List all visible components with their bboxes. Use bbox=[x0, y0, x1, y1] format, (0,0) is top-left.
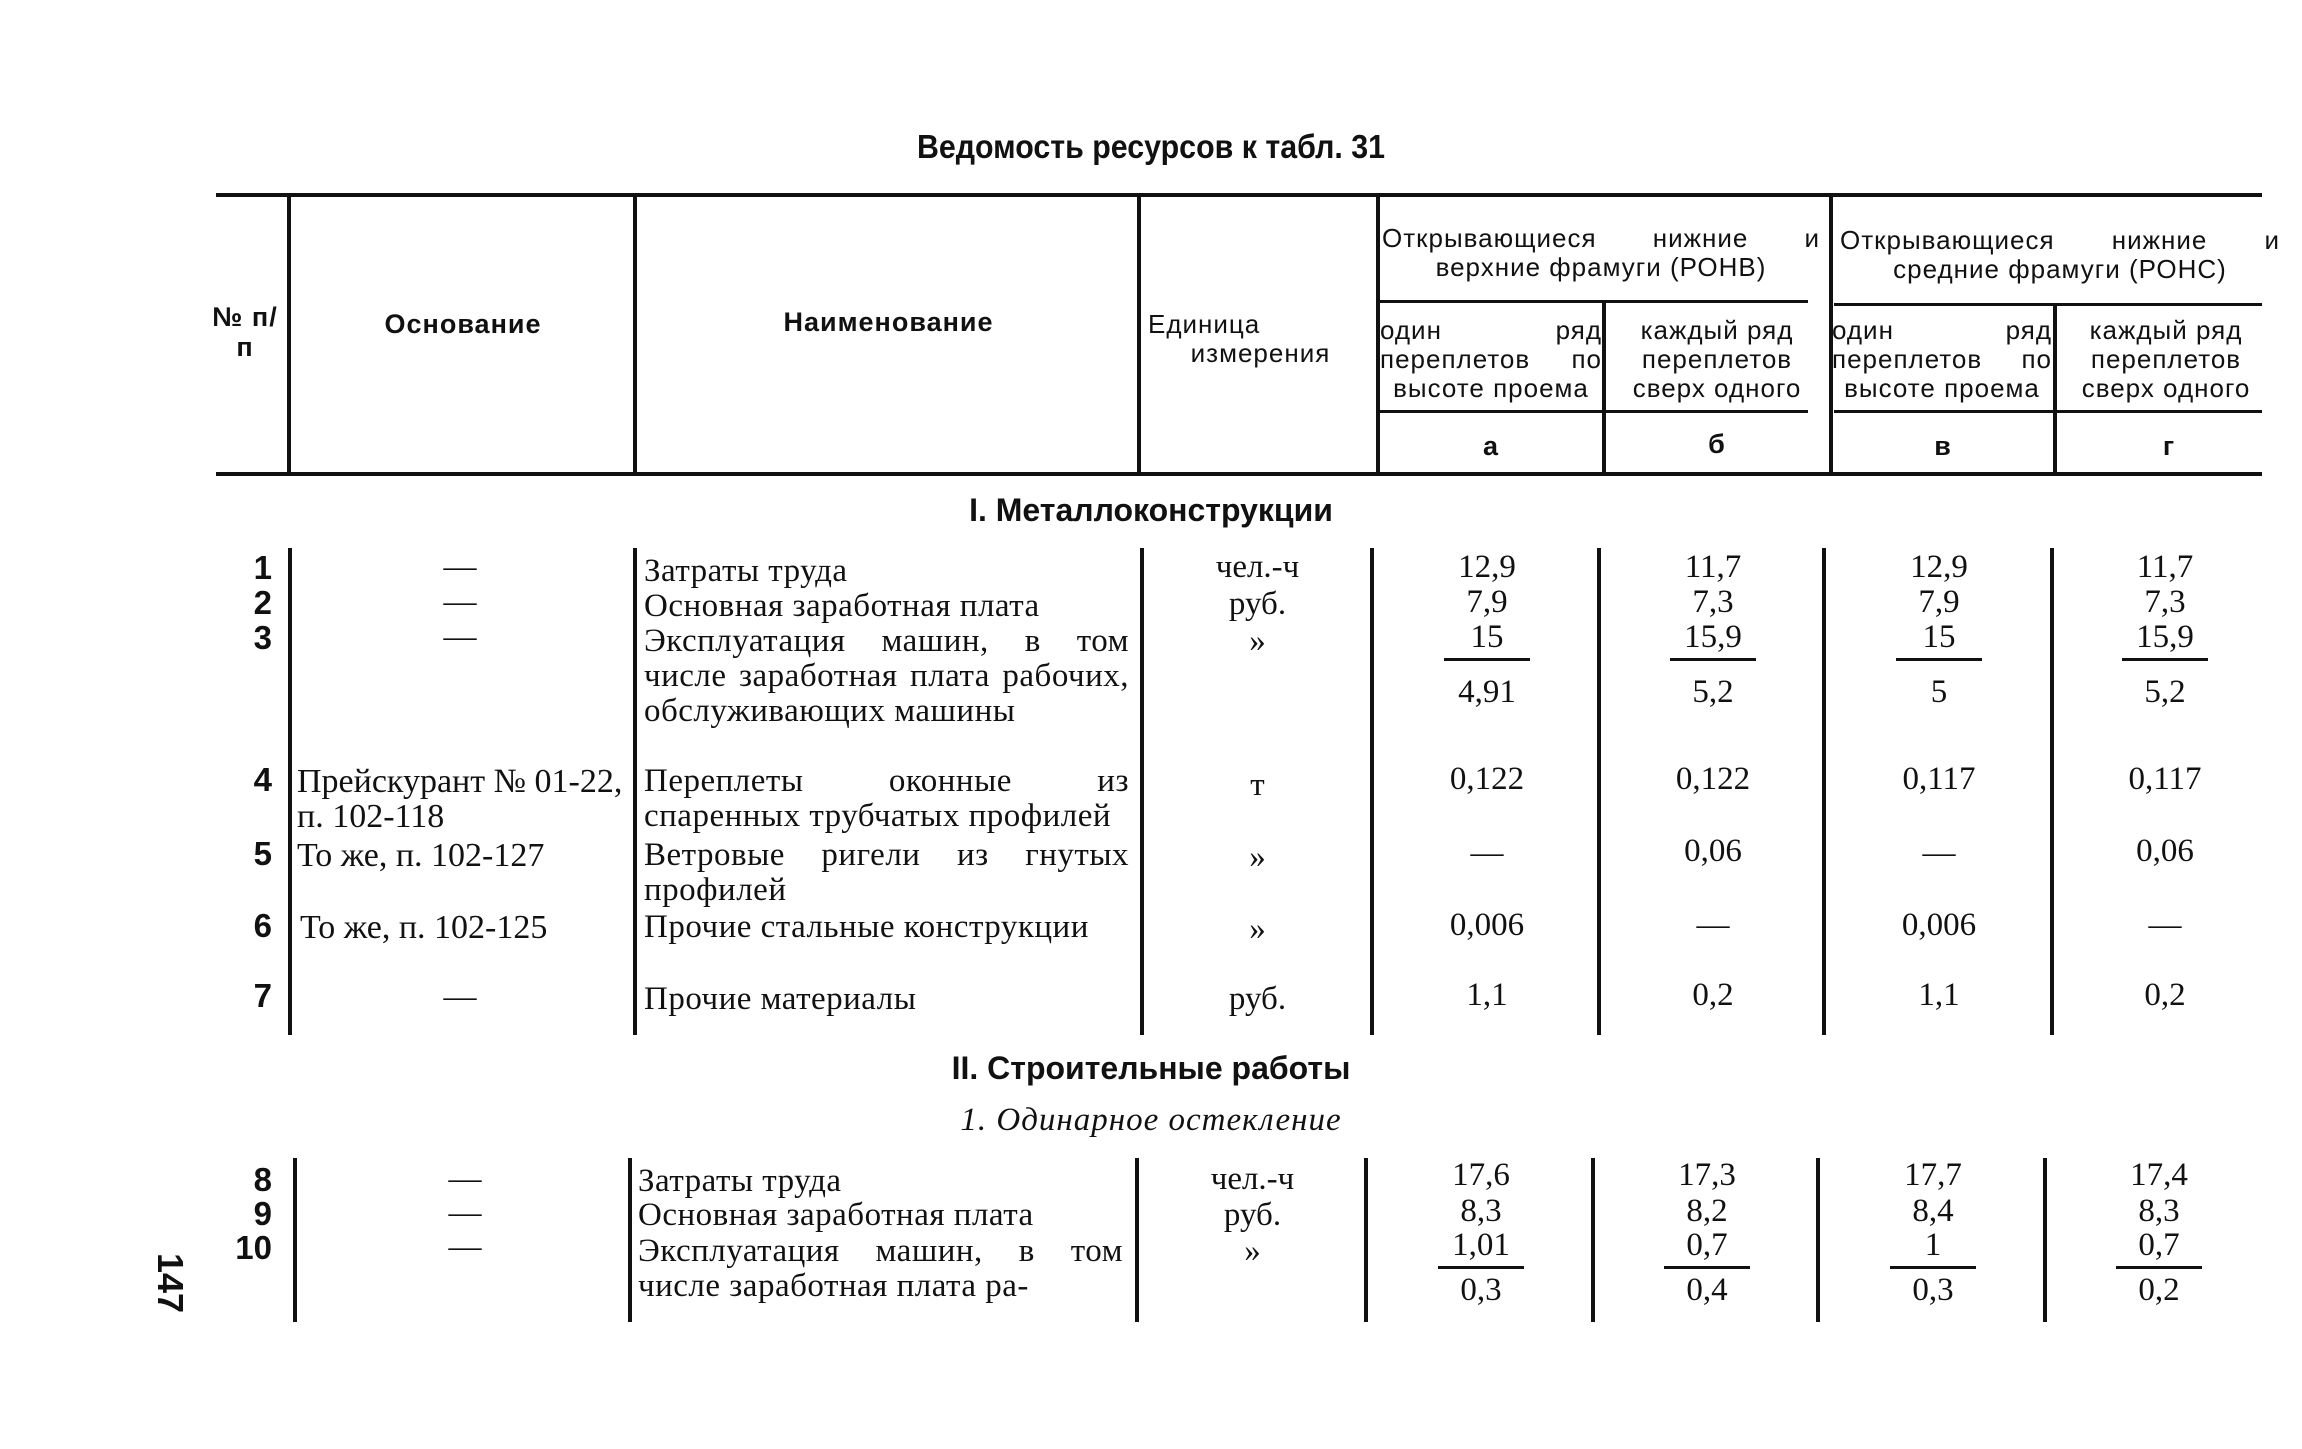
table-cell-basis: — bbox=[448, 1229, 482, 1265]
table-row-num: 4 bbox=[253, 761, 272, 798]
header-col-c: в bbox=[1934, 431, 1952, 461]
table-cell-basis: То же, п. 102-125 bbox=[300, 909, 548, 946]
table-cell-unit: т bbox=[1250, 767, 1265, 803]
table-cell-unit: руб. bbox=[1228, 981, 1287, 1017]
table-cell-a: 0,006 bbox=[1449, 907, 1525, 943]
fraction-numerator: 15 bbox=[1922, 619, 1956, 655]
section-2-title: II. Строительные работы bbox=[951, 1050, 1351, 1086]
fraction-denominator: 0,3 bbox=[1460, 1272, 1502, 1308]
table-cell-unit: » bbox=[1249, 623, 1266, 659]
fraction-denominator: 0,3 bbox=[1912, 1272, 1954, 1308]
table-cell-unit: чел.-ч bbox=[1210, 1161, 1295, 1197]
table-cell-a-fraction bbox=[1376, 620, 1598, 710]
table-row-num: 2 bbox=[253, 584, 272, 621]
table-cell-d: 8,3 bbox=[2138, 1193, 2180, 1229]
fraction-bar bbox=[1438, 1266, 1524, 1269]
fraction-bar bbox=[2122, 658, 2208, 661]
table-cell-b-fraction bbox=[1602, 620, 1824, 710]
table-cell-a: 1,1 bbox=[1466, 977, 1508, 1013]
fraction-denominator: 5,2 bbox=[1692, 674, 1734, 710]
table-cell-basis: То же, п. 102-127 bbox=[297, 837, 545, 874]
table-cell-a: 0,122 bbox=[1449, 761, 1525, 797]
table-cell-name: Прочие стальные конструкции bbox=[644, 909, 1089, 945]
table-cell-name: Основная заработная плата bbox=[644, 588, 1040, 624]
fraction-numerator: 1,01 bbox=[1452, 1227, 1510, 1263]
table-cell-c: 7,9 bbox=[1918, 584, 1960, 620]
s1-vline-3 bbox=[1140, 548, 1144, 1035]
table-cell-name: Переплеты оконные из спаренных трубчатых профилей bbox=[644, 763, 1129, 834]
s2-vline-3 bbox=[1135, 1158, 1139, 1322]
fraction-bar bbox=[1890, 1266, 1976, 1269]
header-sub-c: один ряд переплетов по высоте проема bbox=[1832, 315, 2052, 403]
table-row-num: 10 bbox=[235, 1229, 272, 1266]
header-sub-a: один ряд переплетов по высоте проема bbox=[1380, 315, 1602, 403]
header-num: № п/п bbox=[212, 302, 278, 362]
table-cell-d: 17,4 bbox=[2130, 1157, 2188, 1193]
table-cell-d: — bbox=[2148, 907, 2182, 943]
table-cell-a: 12,9 bbox=[1458, 549, 1516, 585]
table-row-num: 6 bbox=[253, 907, 272, 944]
subheader-rule-1 bbox=[1378, 410, 1808, 413]
table-cell-a-fraction bbox=[1370, 1228, 1592, 1308]
table-row-num: 8 bbox=[253, 1161, 272, 1198]
s1-vline-1 bbox=[288, 548, 292, 1035]
subheader-rule-2 bbox=[1834, 410, 2262, 413]
table-cell-d: 0,117 bbox=[2128, 761, 2202, 797]
section-2-subtitle: 1. Одинарное остекление bbox=[960, 1102, 1342, 1138]
header-name: Наименование bbox=[783, 307, 994, 337]
section-1-title: I. Металлоконструкции bbox=[969, 492, 1333, 528]
fraction-denominator: 0,4 bbox=[1686, 1272, 1728, 1308]
table-cell-d-fraction bbox=[2054, 620, 2276, 710]
fraction-denominator: 5,2 bbox=[2144, 674, 2186, 710]
table-cell-b-fraction bbox=[1596, 1228, 1818, 1308]
table-cell-b: 0,06 bbox=[1684, 833, 1742, 869]
table-row-num: 7 bbox=[253, 977, 272, 1014]
header-sub-d: каждый ряд переплетов сверх одного bbox=[2081, 315, 2251, 403]
header-vline-1 bbox=[287, 197, 291, 472]
fraction-numerator: 0,7 bbox=[2138, 1227, 2180, 1263]
header-group-ronv: Открывающиеся нижние и верхние фрамуги (РОНВ) bbox=[1382, 223, 1820, 282]
table-cell-basis: — bbox=[443, 979, 477, 1015]
table-cell-basis: Прейскурант № 01-22, п. 102-118 bbox=[297, 763, 623, 835]
table-cell-unit: » bbox=[1244, 1233, 1261, 1269]
table-cell-b: 8,2 bbox=[1686, 1193, 1728, 1229]
header-col-b: б bbox=[1708, 429, 1726, 459]
table-cell-unit: » bbox=[1249, 911, 1266, 947]
table-cell-b: — bbox=[1696, 907, 1730, 943]
table-row-num: 5 bbox=[253, 835, 272, 872]
header-basis: Основание bbox=[384, 309, 542, 339]
header-top-rule bbox=[216, 193, 2262, 197]
fraction-numerator: 15 bbox=[1470, 619, 1504, 655]
table-cell-name: Затраты труда bbox=[644, 553, 848, 589]
header-bottom-rule bbox=[216, 472, 2262, 476]
s2-vline-2 bbox=[628, 1158, 632, 1322]
fraction-bar bbox=[1444, 658, 1530, 661]
fraction-denominator: 0,2 bbox=[2138, 1272, 2180, 1308]
table-cell-d: 7,3 bbox=[2144, 584, 2186, 620]
s1-vline-4 bbox=[1370, 548, 1374, 1035]
table-cell-c: 0,006 bbox=[1901, 907, 1977, 943]
table-cell-name: Эксплуатация машин, в том числе заработная плата ра- bbox=[638, 1233, 1123, 1304]
table-cell-b: 17,3 bbox=[1678, 1157, 1736, 1193]
table-cell-d: 0,06 bbox=[2136, 833, 2194, 869]
fraction-numerator: 15,9 bbox=[2136, 619, 2194, 655]
table-row-num: 9 bbox=[253, 1195, 272, 1232]
table-cell-c: 8,4 bbox=[1912, 1193, 1954, 1229]
header-sub-b: каждый ряд переплетов сверх одного bbox=[1632, 315, 1802, 403]
table-cell-name: Прочие материалы bbox=[644, 981, 917, 1017]
fraction-numerator: 15,9 bbox=[1684, 619, 1742, 655]
table-cell-basis: — bbox=[443, 549, 477, 585]
fraction-denominator: 4,91 bbox=[1458, 674, 1516, 710]
table-cell-d: 11,7 bbox=[2136, 549, 2194, 585]
table-cell-d-fraction bbox=[2048, 1228, 2270, 1308]
table-cell-c: 17,7 bbox=[1904, 1157, 1962, 1193]
header-vline-2 bbox=[633, 197, 637, 472]
fraction-numerator: 0,7 bbox=[1686, 1227, 1728, 1263]
fraction-bar bbox=[2116, 1266, 2202, 1269]
table-cell-basis: — bbox=[448, 1161, 482, 1197]
fraction-denominator: 5 bbox=[1930, 674, 1948, 710]
table-cell-name: Основная заработная плата bbox=[638, 1197, 1034, 1233]
table-row-num: 3 bbox=[253, 619, 272, 656]
table-cell-basis: — bbox=[448, 1195, 482, 1231]
table-cell-name: Затраты труда bbox=[638, 1163, 842, 1199]
table-cell-c: 0,117 bbox=[1902, 761, 1976, 797]
table-cell-c: 1,1 bbox=[1918, 977, 1960, 1013]
table-cell-basis: — bbox=[443, 619, 477, 655]
header-group-rons: Открывающиеся нижние и средние фрамуги (РОНС) bbox=[1840, 225, 2280, 284]
table-cell-unit: » bbox=[1249, 839, 1266, 875]
page-number: 147 bbox=[150, 1252, 192, 1314]
table-row-num: 1 bbox=[253, 549, 272, 586]
table-cell-unit: руб. bbox=[1228, 586, 1287, 622]
group-rule-2 bbox=[1834, 303, 2262, 306]
fraction-bar bbox=[1670, 658, 1756, 661]
table-cell-b: 0,2 bbox=[1692, 977, 1734, 1013]
fraction-numerator: 1 bbox=[1924, 1227, 1942, 1263]
table-cell-a: — bbox=[1470, 835, 1504, 871]
table-cell-a: 8,3 bbox=[1460, 1193, 1502, 1229]
header-col-d: г bbox=[2162, 431, 2176, 461]
header-unit: Единица измерения bbox=[1148, 309, 1331, 368]
table-cell-name: Ветровые ригели из гнутых профилей bbox=[644, 837, 1129, 908]
table-cell-unit: чел.-ч bbox=[1215, 549, 1300, 585]
table-cell-d: 0,2 bbox=[2144, 977, 2186, 1013]
table-cell-b: 0,122 bbox=[1675, 761, 1751, 797]
table-cell-c-fraction bbox=[1828, 620, 2050, 710]
table-cell-c: — bbox=[1922, 835, 1956, 871]
table-title: Ведомость ресурсов к табл. 31 bbox=[916, 128, 1386, 165]
table-cell-c-fraction bbox=[1822, 1228, 2044, 1308]
s2-vline-1 bbox=[293, 1158, 297, 1322]
table-cell-a: 17,6 bbox=[1452, 1157, 1510, 1193]
table-cell-basis: — bbox=[443, 584, 477, 620]
fraction-bar bbox=[1664, 1266, 1750, 1269]
table-cell-c: 12,9 bbox=[1910, 549, 1968, 585]
table-cell-b: 7,3 bbox=[1692, 584, 1734, 620]
fraction-bar bbox=[1896, 658, 1982, 661]
header-vline-3 bbox=[1137, 197, 1141, 472]
table-cell-unit: руб. bbox=[1223, 1197, 1282, 1233]
group-rule-1 bbox=[1378, 300, 1808, 303]
table-cell-a: 7,9 bbox=[1466, 584, 1508, 620]
header-col-a: а bbox=[1482, 431, 1500, 461]
table-cell-name: Эксплуатация машин, в том числе заработная плата рабочих, обслуживающих машины bbox=[644, 623, 1129, 729]
table-cell-b: 11,7 bbox=[1684, 549, 1742, 585]
